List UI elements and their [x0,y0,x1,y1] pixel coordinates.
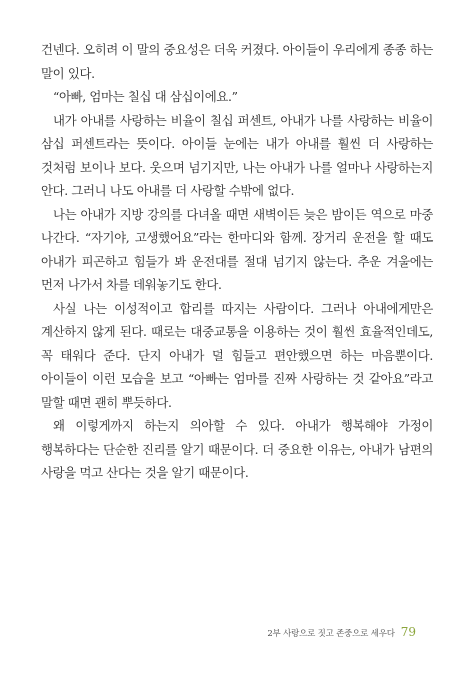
paragraph-6: 왜 이렇게까지 하는지 의아할 수 있다. 아내가 행복해야 가정이 행복하다는 단순한 진리를 알기 때문이다. 더 중요한 이유는, 아내가 남편의 사랑을 먹고 산다는 것을 알기 때문이다. [41,418,433,480]
body-text [41,38,433,485]
page-footer [267,625,416,639]
paragraph-2-quote: “아빠, 엄마는 칠십 대 삼십이에요.” [53,89,238,104]
paragraph-1: 건넨다. 오히려 이 말의 중요성은 더욱 커졌다. 아이들이 우리에게 종종 하는 말이 있다. [41,42,433,81]
paragraph-4: 나는 아내가 지방 강의를 다녀올 때면 새벽이든 늦은 밤이든 역으로 마중 나간다. “자기야, 고생했어요”라는 한마디와 함께. 장거리 운전을 할 때도 아내가 피곤하고 힘들가 봐 운전대를 절대 넘기지 않는다. 추운 겨울에는 먼저 나가서 차를 데워놓기도 한다. [41,206,433,292]
page-number: 79 [400,625,416,639]
running-footer-title: 2부 사랑으로 짓고 존중으로 세우다 [267,629,395,639]
paragraph-3: 내가 아내를 사랑하는 비율이 칠십 퍼센트, 아내가 나를 사랑하는 비율이 삼십 퍼센트라는 뜻이다. 아이들 눈에는 내가 아내를 훨씬 더 사랑하는 것처럼 보이나 보다. 웃으며 넘기지만, 나는 아내가 나를 얼마나 사랑하는지 안다. 그러니 나도 아내를 더 사랑할 수밖에 없다. [41,112,433,198]
paragraph-5: 사실 나는 이성적이고 합리를 따지는 사람이다. 그러나 아내에게만은 계산하지 않게 된다. 때로는 대중교통을 이용하는 것이 훨씬 효율적인데도, 꼭 태워다 준다. 단지 아내가 덜 힘들고 편안했으면 하는 마음뿐이다. 아이들이 이런 모습을 보고 “아빠는 엄마를 진짜 사랑하는 것 같아요”라고 말할 때면 괜히 뿌듯하다. [41,300,433,410]
